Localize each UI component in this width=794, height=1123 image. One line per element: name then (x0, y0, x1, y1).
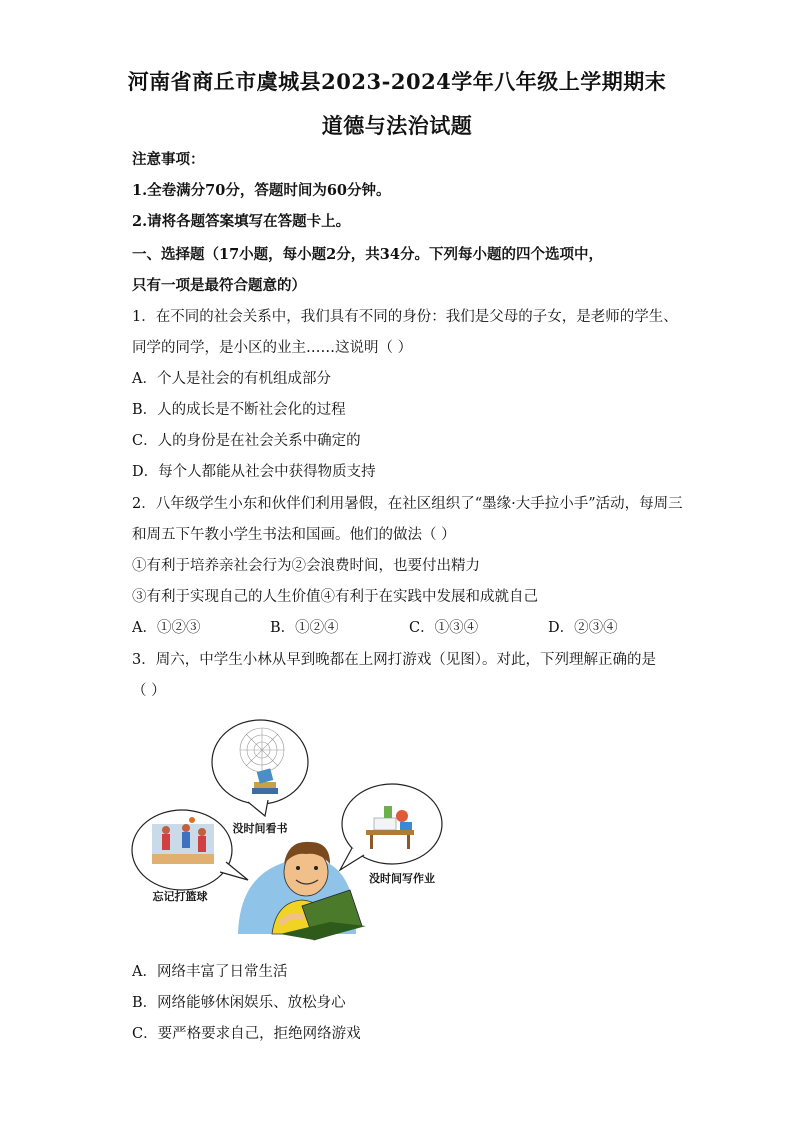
q3-stem-line-1: 3．周六，中学生小林从早到晚都在上网打游戏（见图）。对此，下列理解正确的是 (132, 652, 656, 668)
q2-option-c: C．①③④ (409, 620, 479, 636)
q2-stem-line-1: 2．八年级学生小东和伙伴们利用暑假，在社区组织了“墨缘·大手拉小手”活动，每周三 (132, 496, 683, 512)
bubble-no-time-homework (340, 784, 442, 870)
q2-statements-1: ①有利于培养亲社会行为②会浪费时间，也要付出精力 (132, 558, 480, 574)
notice-heading: 注意事项： (132, 151, 205, 168)
label-no-time-reading: 没时间看书 (232, 822, 288, 835)
section-heading-line-1: 一、选择题（17小题，每小题2分，共34分。下列每小题的四个选项中， (132, 246, 603, 263)
section-heading-line-2: 只有一项是最符合题意的） (132, 277, 306, 294)
q1-option-b: B．人的成长是不断社会化的过程 (132, 402, 346, 418)
label-forgot-basketball: 忘记打篮球 (152, 890, 208, 903)
q2-option-d: D．②③④ (548, 620, 618, 636)
q3-illustration (130, 712, 450, 942)
q3-option-b: B．网络能够休闲娱乐、放松身心 (132, 995, 346, 1011)
q2-option-a: A．①②③ (132, 620, 201, 636)
bubble-forgot-basketball (132, 810, 248, 890)
notice-item-1: 1.全卷满分70分，答题时间为60分钟。 (132, 182, 391, 199)
q2-stem-line-2: 和周五下午教小学生书法和国画。他们的做法（ ） (132, 527, 456, 543)
q1-stem-line-1: 1．在不同的社会关系中，我们具有不同的身份：我们是父母的子女，是老师的学生、 (132, 309, 678, 325)
spiderweb-icon (240, 728, 284, 772)
label-no-time-homework: 没时间写作业 (369, 872, 435, 885)
bubble-no-time-reading (212, 720, 308, 816)
q3-illustration-svg (130, 712, 450, 942)
q3-option-c: C．要严格要求自己，拒绝网络游戏 (132, 1026, 361, 1042)
q2-statements-2: ③有利于实现自己的人生价值④有利于在实践中发展和成就自己 (132, 589, 538, 605)
q3-stem-line-2: （ ） (132, 683, 166, 699)
title-line-2: 道德与法治试题 (321, 113, 473, 138)
q3-option-a: A．网络丰富了日常生活 (132, 964, 288, 980)
q1-option-d: D．每个人都能从社会中获得物质支持 (132, 464, 376, 480)
notice-item-2: 2.请将各题答案填写在答题卡上。 (132, 213, 351, 230)
q1-option-c: C．人的身份是在社会关系中确定的 (132, 433, 361, 449)
q1-option-a: A．个人是社会的有机组成部分 (132, 371, 331, 387)
basketball-players-icon (152, 817, 214, 864)
title-line-1: 河南省商丘市虞城县2023-2024学年八年级上学期期末 (127, 69, 667, 94)
q1-stem-line-2: 同学的同学，是小区的业主……这说明（ ） (132, 340, 413, 356)
q2-option-b: B．①②④ (270, 620, 339, 636)
